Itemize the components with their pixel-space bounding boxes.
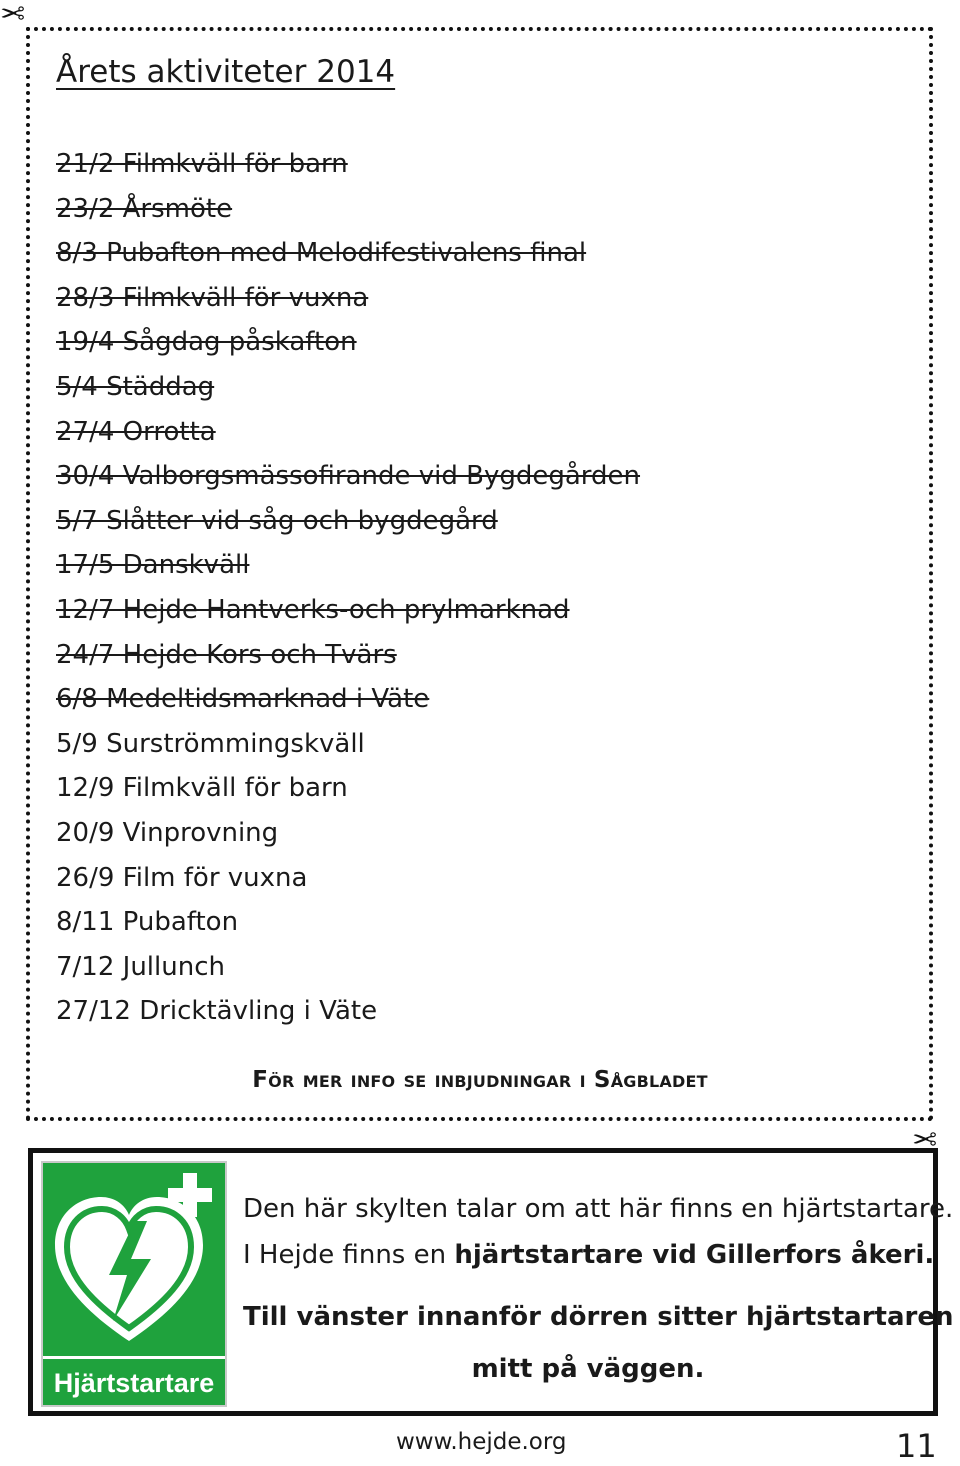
activity-item: 7/12 Jullunch	[56, 951, 225, 982]
aed-description: Den här skylten talar om att här finns en hjärtstartare.	[243, 1194, 954, 1224]
activity-item: 30/4 Valborgsmässofirande vid Bygdegården	[56, 461, 641, 492]
aed-sign	[41, 1161, 227, 1407]
scissors-icon: ✂	[0, 0, 26, 32]
page-title: Årets aktiviteter 2014	[56, 54, 396, 90]
activity-item: 5/9 Surströmmingskväll	[56, 728, 365, 759]
page-number: 11	[896, 1427, 937, 1465]
activity-item: 19/4 Sågdag påskafton	[56, 327, 357, 358]
website-link[interactable]: www.hejde.org	[396, 1429, 567, 1455]
aed-sign-label: Hjärtstartare	[43, 1356, 225, 1403]
scissors-icon: ✂	[912, 1120, 938, 1155]
activity-item: 21/2 Filmkväll för barn	[56, 149, 348, 179]
activity-item: 12/9 Filmkväll för barn	[56, 773, 348, 804]
activity-item: 20/9 Vinprovning	[56, 817, 279, 848]
activity-item: 27/12 Dricktävling i Väte	[56, 996, 378, 1027]
activity-item: 24/7 Hejde Kors och Tvärs	[56, 639, 397, 670]
activity-item: 5/4 Städdag	[56, 371, 215, 402]
activity-item: 23/2 Årsmöte	[56, 193, 233, 224]
aed-info-box	[28, 1148, 954, 1416]
activity-item: 26/9 Film för vuxna	[56, 862, 308, 893]
activity-item: 8/3 Pubafton med Melodifestivalens final	[56, 238, 587, 269]
more-info-note: För mer info se inbjudningar i Sågbladet	[252, 1067, 708, 1093]
activity-item: 28/3 Filmkväll för vuxna	[56, 282, 369, 313]
aed-location	[243, 1237, 933, 1273]
activity-item: 27/4 Orrotta	[56, 416, 216, 447]
activity-item: 8/11 Pubafton	[56, 907, 239, 938]
activities-list	[56, 142, 640, 1034]
aed-location-bold: hjärtstartare vid Gillerfors åkeri.	[454, 1240, 935, 1270]
aed-location-prefix: I Hejde finns en	[243, 1240, 455, 1270]
activity-item: 12/7 Hejde Hantverks-och prylmarknad	[56, 594, 570, 625]
activity-item: 6/8 Medeltidsmarknad i Väte	[56, 684, 430, 715]
activity-item: 17/5 Danskväll	[56, 550, 250, 581]
aed-placement-line-2: mitt på väggen.	[471, 1354, 705, 1384]
activity-item: 5/7 Slåtter vid såg och bygdegård	[56, 505, 498, 536]
heart-lightning-cross-icon	[43, 1163, 225, 1353]
aed-placement-line: Till vänster innanför dörren sitter hjärtstartaren	[243, 1302, 954, 1332]
